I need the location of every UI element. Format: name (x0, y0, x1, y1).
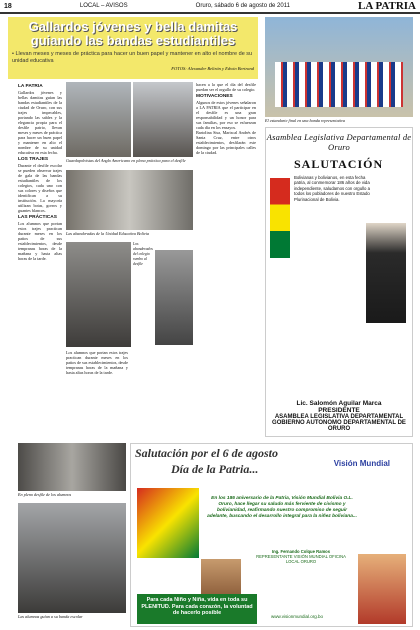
article-paragraph: hacen a la que el día del desfile puedan ser el orgullo de su colegio. (196, 82, 256, 92)
photo-caption: Las abanderadas de la Unidad Educativa Bolivia (66, 231, 150, 236)
photo-caption: Las alumnas guían a su banda escolar (18, 614, 83, 619)
section-label: LOCAL – AVISOS (79, 3, 128, 9)
photo-parade (18, 443, 126, 491)
ad-headline-1: Salutación por el 6 de agosto (135, 446, 279, 460)
band-photo (265, 17, 413, 117)
article-column-1 (18, 82, 62, 442)
photo-flags (66, 170, 193, 230)
article-banner (8, 17, 258, 79)
bolivia-flag-icon (137, 488, 199, 558)
rep-name: Ing. Fernando Colque Ramos (271, 549, 331, 554)
photo-girls-band (18, 503, 126, 613)
photo-caption: En pleno desfile de los alumnos (18, 492, 72, 497)
bolivia-flag-icon (270, 178, 290, 258)
subheadline: • Llevan meses y meses de práctica para hacer un buen papel y mantener en alto el nombre de su unidad educativa (12, 51, 253, 64)
rep-title: REPRESENTANTE VISIÓN MUNDIAL OFICINA LOCAL ORURO (256, 554, 346, 564)
article-column-2 (66, 350, 128, 442)
photo-students (133, 82, 193, 157)
salutation-text: Bolivianas y bolivianos, en esta fecha patria, al conmemorar 186 años de vida independiente, saludamos con orgullo a todos los pobladores de nuestro Estado Plurinacional de Bolivia. (294, 175, 370, 202)
photo-student-band (155, 250, 193, 345)
president-name: Lic. Salomón Aguilar Marca (296, 400, 382, 407)
photo-practice (66, 82, 131, 157)
article-paragraph: Los alumnos que portan estos trajes practican durante meses en los patios de sus establecimientos, desde tempranas horas de la mañana y hasta altas horas de la tarde. (18, 221, 62, 261)
president-portrait (366, 223, 406, 323)
page-number: 18 (4, 2, 12, 10)
headline-line-2: guiando las bandas estudiantiles (30, 33, 236, 48)
page-header (0, 0, 420, 14)
article-paragraph: Los alumnos que portan estos trajes practican durante meses en los patios de sus establecimientos, desde tempranas horas de la mañana y hasta altas horas de la tarde. (66, 350, 128, 375)
ad-headline-2: Día de la Patria... (171, 462, 259, 476)
asamblea-title: Asamblea Legislativa Departamental de Oruro (266, 132, 412, 152)
headline-line-1: Gallardos jóvenes y bella damitas (28, 19, 238, 34)
subhead-trajes: LOS TRAJES (18, 157, 49, 162)
vision-mundial-logo: Visión Mundial (333, 459, 390, 468)
band-photo-caption: El estandarte final en una banda representativa (265, 118, 345, 123)
photo-bandleader (66, 242, 131, 347)
photo-caption: Guardapolvistas del Anglo Americano en plena práctica para el desfile (66, 158, 186, 163)
asamblea-ad (265, 127, 413, 437)
newspaper-logo: LA PATRIA (358, 0, 416, 12)
signature-block (266, 400, 412, 432)
article-paragraph: Gallardos jóvenes y bellas damitas guían las bandas estudiantiles de la ciudad de Oruro, con sus trajes impecables, portando las sables y la elegancia propia para el desfile patrio, llevan meses y meses de práctica para hacer un buen papel y mantener en alto el nombre de su unidad educativa en esta fecha. (18, 90, 62, 155)
dateline: LA PATRIA (18, 84, 43, 89)
article-paragraph: Bartolina Sisa, Mariscal Andrés de Santa Cruz, entre otros establecimientos, desfilarán este domingo por las principales calles de la ciudad. (196, 130, 256, 155)
child-photo (358, 554, 406, 624)
article-paragraph: Durante el desfile escolar se pueden observar trajes de gala de las bandas estudiantiles de los colegios, cada uno con sus colores y diseños que identifican a su institución. La mayoría utilizan botas, gorros y guantes blancos. (18, 163, 62, 213)
subhead-motivaciones: MOTIVACIONES (196, 94, 233, 99)
salutation-heading: SALUTACIÓN (294, 157, 384, 171)
ad-message: En los 186 aniversario de la Patria, Visión Mundial Bolivia O.L. Oruro, hace llegar su saludo más ferviente de civismo y bolivianidad, reafirmando nuestro compromiso de seguir adelante, buscando el desarrollo integral para la niñez boliviana... (207, 496, 357, 519)
subhead-practicas: LAS PRÁCTICAS (18, 215, 57, 220)
ad-website: www.visionmundial.org.bo (271, 614, 324, 619)
photo-caption: Los abanderados del colegio rumbo al desfile (133, 242, 153, 266)
issue-date: Oruro, sábado 6 de agosto de 2011 (195, 3, 290, 9)
byline: FOTOS: Alexander Beltrán y Edwin Bertrand (171, 66, 254, 71)
article-column-3 (196, 82, 256, 442)
government-name: GOBIERNO AUTONOMO DEPARTAMENTAL DE ORURO (272, 420, 406, 432)
institution-name: ASAMBLEA LEGISLATIVA DEPARTAMENTAL (274, 414, 404, 420)
ad-slogan-box: Para cada Niño y Niña, vida en toda su PLENITUD. Para cada corazón, la voluntad de hacerlo posible (137, 594, 257, 624)
article-paragraph: Algunos de estos jóvenes señalaron a LA PATRIA que el participar en el desfile es una gran responsabilidad y un honor para sus familias, por eso se esfuerzan cada día en los ensayos. (196, 100, 256, 130)
vision-mundial-ad (130, 443, 413, 627)
representative (251, 549, 351, 564)
president-role: PRESIDENTE (318, 407, 360, 414)
